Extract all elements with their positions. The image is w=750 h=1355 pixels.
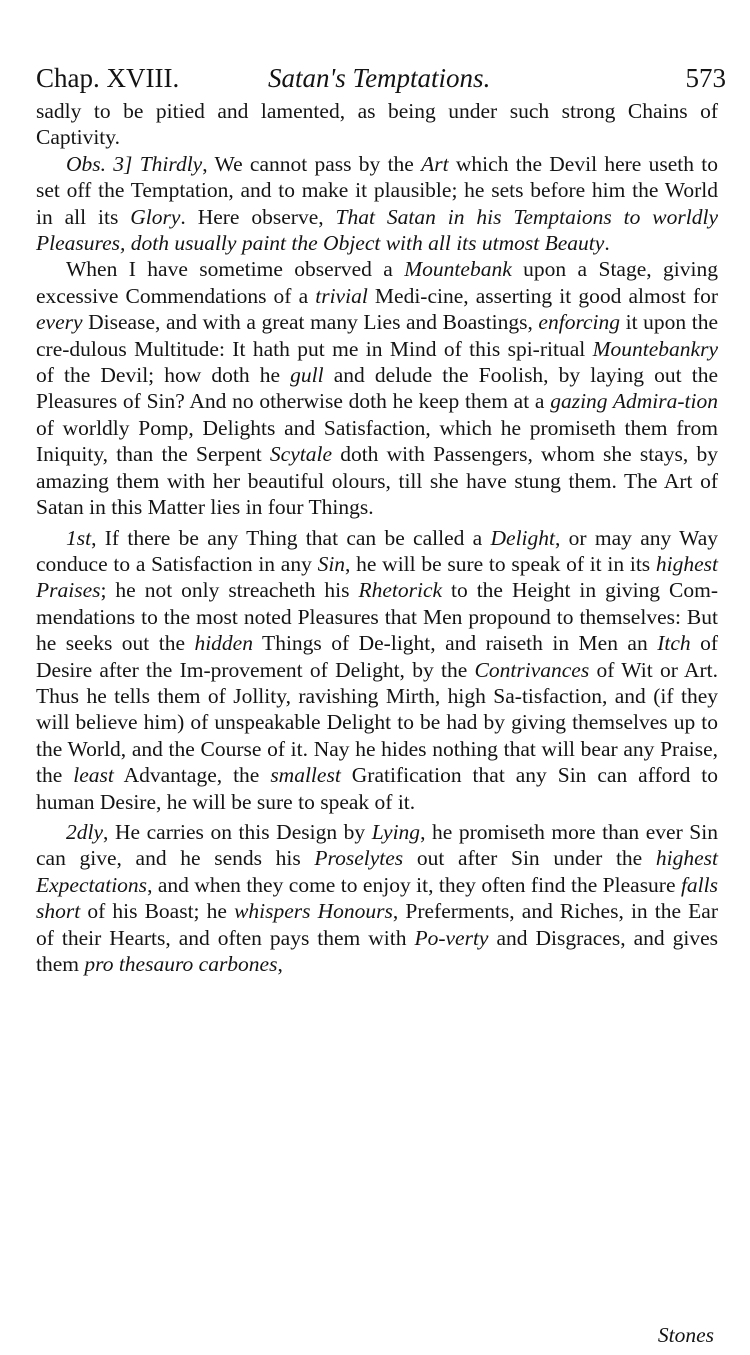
catchword: Stones — [657, 1323, 714, 1347]
page-number: 573 — [685, 63, 726, 93]
paragraph-3: When I have sometime observed a Mountebank upon a Stage, giving excessive Commendations of a trivial Medi-cine, asserting it good almost for every Disease, and with a great many Lies and Boastings, enforcing it upon the cre-dulous Multitude: It hath put me in Mind of this spi-ritual Mountebankry of the Devil; how doth he gull and delude the Foolish, by laying out the Pleasures of Sin? And no otherwise doth he keep them at a gazing Admira-tion of worldly Pomp, Delights and Satisfaction, which he promiseth them from Iniquity, than the Serpent Scytale doth with Passengers, whom she stays, by amazing them with her beautiful olours, till she have stung them. The Art of Satan in this Matter lies in four Things. — [36, 257, 718, 520]
running-title: Satan's Temptations. — [268, 63, 491, 93]
chapter-label: Chap. XVIII. — [36, 63, 180, 93]
paragraph-2: Obs. 3] Thirdly, We cannot pass by the Art which the Devil here useth to set off the Temptation, and to make it plausible; he sets before him the World in all its Glory. Here observe, That Satan in his Temptaions to worldly Pleasures, doth usually paint the Object with all its utmost Beauty. — [36, 151, 718, 256]
paragraph-1: sadly to be pitied and lamented, as being under such strong Chains of Captivity. — [36, 99, 718, 150]
running-header — [36, 58, 726, 98]
paragraph-5: 2dly, He carries on this Design by Lying, he promiseth more than ever Sin can give, and he sends his Proselytes out after Sin under the highest Expectations, and when they come to enjoy it, they often find the Pleasure falls short of his Boast; he whispers Honours, Preferments, and Riches, in the Ear of their Hearts, and often pays them with Po-verty and Disgraces, and gives them pro thesauro carbones, — [36, 819, 719, 976]
paragraph-4: 1st, If there be any Thing that can be called a Delight, or may any Way conduce to a Satisfaction in any Sin, he will be sure to speak of it in its highest Praises; he not only streacheth his Rhetorick to the Height in giving Com-mendations to the most noted Pleasures that Men propound to themselves: But he seeks out the hidden Things of De-light, and raiseth in Men an Itch of Desire after the Im-provement of Delight, by the Contrivances of Wit or Art. Thus he tells them of Jollity, ravishing Mirth, high Sa-tisfaction, and (if they will believe him) of unspeakable Delight to be had by giving themselves up to the World, and the Course of it. Nay he hides nothing that will bear any Praise, the least Advantage, the smallest Gratification that any Sin can afford to human Desire, he will be sure to speak of it. — [36, 525, 719, 814]
body-text — [36, 98, 718, 977]
